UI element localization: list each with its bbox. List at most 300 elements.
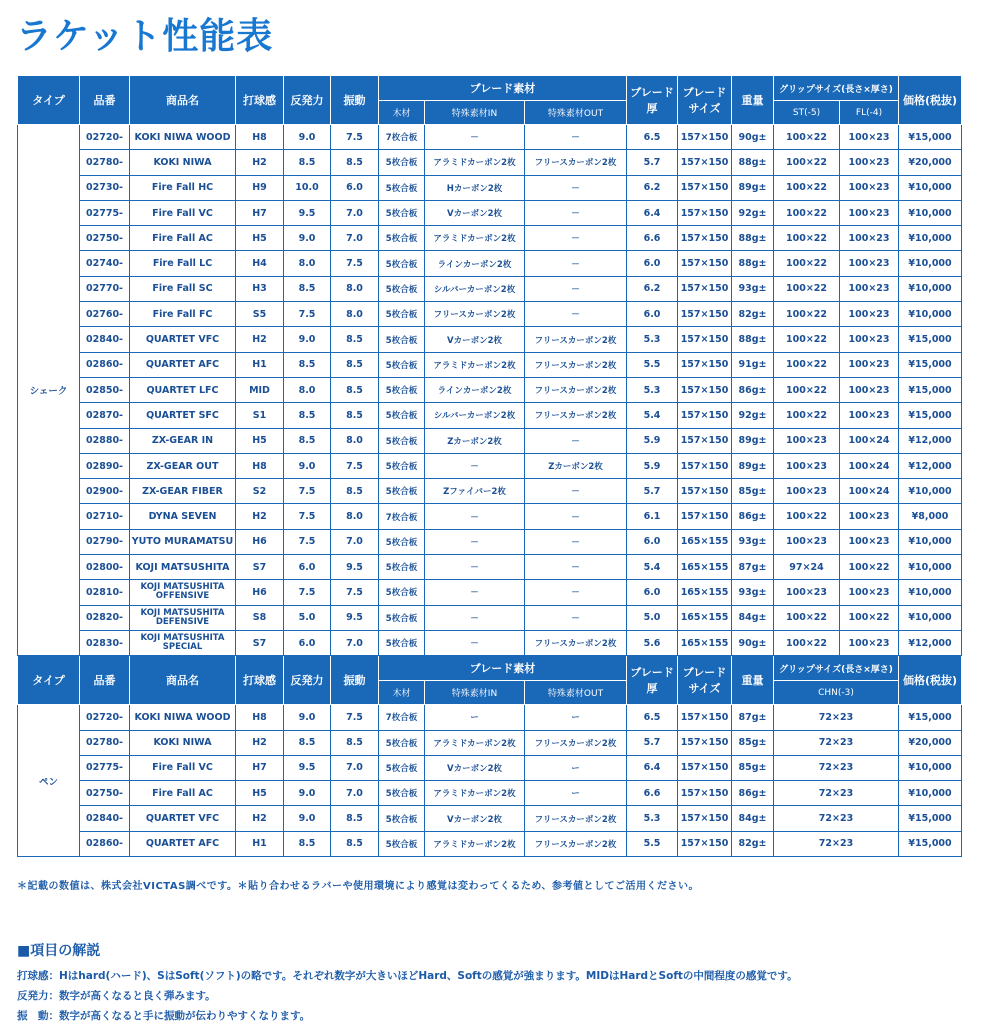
cell-grip-1: 100×22 <box>774 504 840 529</box>
cell-name: KOJI MATSUSHITA SPECIAL <box>130 630 236 655</box>
cell-blade-size: 165×155 <box>678 605 732 630</box>
cell-code: 02890- <box>80 453 130 478</box>
cell-thickness: 6.0 <box>627 580 678 605</box>
table-row <box>18 755 962 780</box>
cell-weight: 93g± <box>732 276 774 301</box>
cell-special-out: フリースカーボン2枚 <box>525 150 627 175</box>
cell-name: KOKI NIWA <box>130 150 236 175</box>
cell-weight: 85g± <box>732 730 774 755</box>
cell-blade-size: 157×150 <box>678 175 732 200</box>
cell-price: ¥15,000 <box>899 327 962 352</box>
cell-price: ¥10,000 <box>899 755 962 780</box>
cell-price: ¥10,000 <box>899 555 962 580</box>
cell-blade-size: 165×155 <box>678 580 732 605</box>
cell-wood: 7枚合板 <box>379 705 425 730</box>
header-rebound: 反発力 <box>284 656 331 705</box>
header-name: 商品名 <box>130 656 236 705</box>
cell-rebound: 9.0 <box>284 453 331 478</box>
cell-code: 02800- <box>80 555 130 580</box>
cell-vibration: 7.5 <box>331 125 379 150</box>
cell-thickness: 5.4 <box>627 403 678 428</box>
cell-vibration: 8.5 <box>331 479 379 504</box>
cell-price: ¥15,000 <box>899 705 962 730</box>
cell-code: 02780- <box>80 150 130 175</box>
cell-blade-size: 157×150 <box>678 352 732 377</box>
cell-grip-1: 100×23 <box>774 428 840 453</box>
explanation-desc: ：Hはhard(ハード)、SはSoft(ソフト)の略です。それぞれ数字が大きいほどHard、Softの感覚が強まります。MIDはHardとSoftの中間程度の感覚です。 <box>48 970 798 982</box>
cell-feel: H6 <box>236 529 284 554</box>
cell-feel: H8 <box>236 453 284 478</box>
table-row <box>18 226 962 251</box>
header-feel: 打球感 <box>236 76 284 125</box>
cell-weight: 86g± <box>732 504 774 529</box>
cell-feel: S7 <box>236 555 284 580</box>
cell-thickness: 5.9 <box>627 453 678 478</box>
cell-wood: 5枚合板 <box>379 806 425 831</box>
explanation-item <box>17 1006 798 1026</box>
cell-special-in: ラインカーボン2枚 <box>425 251 525 276</box>
cell-special-in: ラインカーボン2枚 <box>425 377 525 402</box>
cell-price: ¥15,000 <box>899 806 962 831</box>
cell-blade-size: 157×150 <box>678 806 732 831</box>
cell-thickness: 5.4 <box>627 555 678 580</box>
cell-feel: H7 <box>236 755 284 780</box>
cell-special-in: － <box>425 529 525 554</box>
cell-price: ¥10,000 <box>899 175 962 200</box>
cell-weight: 86g± <box>732 377 774 402</box>
cell-thickness: 6.5 <box>627 125 678 150</box>
footnote: ＊記載の数値は、株式会社VICTAS調べです。＊貼り合わせるラバーや使用環境により感覚は変わってくるため、参考値としてご活用ください。 <box>17 881 699 892</box>
cell-vibration: 8.5 <box>331 403 379 428</box>
cell-special-out: フリースカーボン2枚 <box>525 831 627 856</box>
table-row <box>18 806 962 831</box>
cell-blade-size: 157×150 <box>678 403 732 428</box>
cell-price: ¥8,000 <box>899 504 962 529</box>
cell-grip-1: 100×22 <box>774 276 840 301</box>
cell-code: 02840- <box>80 806 130 831</box>
cell-code: 02760- <box>80 302 130 327</box>
cell-weight: 88g± <box>732 150 774 175</box>
cell-name: QUARTET SFC <box>130 403 236 428</box>
cell-vibration: 7.5 <box>331 705 379 730</box>
cell-code: 02860- <box>80 831 130 856</box>
cell-blade-size: 157×150 <box>678 276 732 301</box>
cell-rebound: 7.5 <box>284 479 331 504</box>
cell-grip-1: 100×22 <box>774 226 840 251</box>
cell-feel: MID <box>236 377 284 402</box>
cell-grip-2: 100×24 <box>840 428 899 453</box>
cell-special-out: － <box>525 479 627 504</box>
header-grip-fl: FL(-4) <box>840 101 899 125</box>
explanation-desc: ：数字が高くなると手に振動が伝わりやすくなります。 <box>48 1010 311 1022</box>
cell-weight: 89g± <box>732 175 774 200</box>
cell-vibration: 8.5 <box>331 352 379 377</box>
cell-grip-2: 100×23 <box>840 276 899 301</box>
cell-thickness: 6.6 <box>627 226 678 251</box>
cell-name: Fire Fall HC <box>130 175 236 200</box>
cell-special-out: － <box>525 529 627 554</box>
cell-special-in: アラミドカーボン2枚 <box>425 226 525 251</box>
cell-grip-1: 100×22 <box>774 352 840 377</box>
cell-blade-size: 157×150 <box>678 251 732 276</box>
cell-blade-size: 157×150 <box>678 200 732 225</box>
cell-feel: S7 <box>236 630 284 655</box>
explanation-term: 反発力 <box>17 990 49 1002</box>
cell-grip-2: 100×23 <box>840 226 899 251</box>
cell-name: Fire Fall AC <box>130 781 236 806</box>
cell-feel: H7 <box>236 200 284 225</box>
cell-special-out: ー <box>525 705 627 730</box>
table-row <box>18 175 962 200</box>
header-wood: 木材 <box>379 101 425 125</box>
table-row <box>18 302 962 327</box>
cell-price: ¥10,000 <box>899 200 962 225</box>
cell-grip-chn: 72×23 <box>774 781 899 806</box>
cell-blade-size: 157×150 <box>678 125 732 150</box>
cell-grip-2: 100×23 <box>840 327 899 352</box>
cell-blade-size: 157×150 <box>678 705 732 730</box>
cell-rebound: 8.5 <box>284 403 331 428</box>
table-row <box>18 504 962 529</box>
cell-grip-1: 100×23 <box>774 580 840 605</box>
cell-vibration: 7.0 <box>331 226 379 251</box>
cell-vibration: 8.0 <box>331 276 379 301</box>
explanation-item <box>17 966 798 986</box>
cell-wood: 7枚合板 <box>379 504 425 529</box>
cell-grip-1: 100×23 <box>774 479 840 504</box>
pen-header <box>18 656 962 705</box>
cell-special-out: － <box>525 605 627 630</box>
cell-grip-2: 100×23 <box>840 352 899 377</box>
cell-thickness: 5.7 <box>627 479 678 504</box>
cell-code: 02710- <box>80 504 130 529</box>
cell-feel: H9 <box>236 175 284 200</box>
header-grip-chn: CHN(-3) <box>774 681 899 705</box>
header-code: 品番 <box>80 76 130 125</box>
cell-wood: 5枚合板 <box>379 175 425 200</box>
cell-weight: 93g± <box>732 580 774 605</box>
table-row <box>18 630 962 655</box>
cell-weight: 82g± <box>732 831 774 856</box>
cell-rebound: 6.0 <box>284 555 331 580</box>
cell-feel: H5 <box>236 226 284 251</box>
cell-blade-size: 157×150 <box>678 302 732 327</box>
cell-grip-2: 100×23 <box>840 125 899 150</box>
cell-grip-2: 100×23 <box>840 630 899 655</box>
cell-vibration: 7.0 <box>331 630 379 655</box>
explanation-list <box>17 966 798 1026</box>
cell-blade-size: 157×150 <box>678 150 732 175</box>
cell-vibration: 8.5 <box>331 377 379 402</box>
table-row <box>18 200 962 225</box>
cell-weight: 82g± <box>732 302 774 327</box>
cell-blade-size: 157×150 <box>678 377 732 402</box>
cell-special-in: － <box>425 555 525 580</box>
cell-rebound: 8.5 <box>284 276 331 301</box>
cell-rebound: 8.5 <box>284 352 331 377</box>
cell-grip-1: 100×23 <box>774 529 840 554</box>
cell-price: ¥10,000 <box>899 479 962 504</box>
cell-special-out: フリースカーボン2枚 <box>525 352 627 377</box>
cell-weight: 93g± <box>732 529 774 554</box>
cell-price: ¥12,000 <box>899 428 962 453</box>
cell-price: ¥15,000 <box>899 125 962 150</box>
table-row <box>18 352 962 377</box>
header-grip-size: グリップサイズ(長さ×厚さ) <box>774 656 899 681</box>
cell-grip-1: 100×22 <box>774 125 840 150</box>
cell-special-in: － <box>425 125 525 150</box>
header-special-out: 特殊素材OUT <box>525 101 627 125</box>
cell-code: 02720- <box>80 125 130 150</box>
cell-name: YUTO MURAMATSU <box>130 529 236 554</box>
header-vibration: 振動 <box>331 656 379 705</box>
cell-price: ¥10,000 <box>899 781 962 806</box>
cell-code: 02730- <box>80 175 130 200</box>
cell-name: QUARTET AFC <box>130 831 236 856</box>
cell-special-out: － <box>525 226 627 251</box>
table-row <box>18 529 962 554</box>
cell-name: QUARTET VFC <box>130 806 236 831</box>
cell-rebound: 8.5 <box>284 150 331 175</box>
cell-grip-chn: 72×23 <box>774 755 899 780</box>
cell-rebound: 10.0 <box>284 175 331 200</box>
cell-grip-1: 100×22 <box>774 630 840 655</box>
cell-vibration: 7.0 <box>331 755 379 780</box>
table-row <box>18 150 962 175</box>
cell-special-out: ー <box>525 755 627 780</box>
cell-wood: 5枚合板 <box>379 377 425 402</box>
cell-price: ¥20,000 <box>899 730 962 755</box>
cell-wood: 5枚合板 <box>379 529 425 554</box>
cell-vibration: 8.5 <box>331 806 379 831</box>
cell-grip-2: 100×23 <box>840 580 899 605</box>
cell-wood: 5枚合板 <box>379 781 425 806</box>
cell-price: ¥10,000 <box>899 226 962 251</box>
cell-vibration: 8.0 <box>331 302 379 327</box>
cell-weight: 89g± <box>732 453 774 478</box>
cell-feel: H2 <box>236 327 284 352</box>
cell-special-out: － <box>525 580 627 605</box>
cell-grip-2: 100×23 <box>840 175 899 200</box>
cell-feel: H3 <box>236 276 284 301</box>
cell-grip-1: 100×22 <box>774 302 840 327</box>
cell-feel: H8 <box>236 125 284 150</box>
table-row <box>18 251 962 276</box>
cell-blade-size: 157×150 <box>678 327 732 352</box>
cell-price: ¥15,000 <box>899 352 962 377</box>
cell-feel: H2 <box>236 504 284 529</box>
type-label: シェーク <box>18 125 80 656</box>
cell-special-in: アラミドカーボン2枚 <box>425 831 525 856</box>
cell-grip-1: 100×22 <box>774 200 840 225</box>
cell-price: ¥10,000 <box>899 580 962 605</box>
cell-grip-2: 100×23 <box>840 403 899 428</box>
cell-rebound: 9.0 <box>284 781 331 806</box>
cell-thickness: 5.3 <box>627 377 678 402</box>
cell-feel: H5 <box>236 781 284 806</box>
cell-name: ZX-GEAR IN <box>130 428 236 453</box>
cell-rebound: 9.5 <box>284 200 331 225</box>
cell-vibration: 8.5 <box>331 150 379 175</box>
cell-name: KOJI MATSUSHITA DEFENSIVE <box>130 605 236 630</box>
cell-code: 02860- <box>80 352 130 377</box>
cell-code: 02750- <box>80 226 130 251</box>
explanation-term: 打球感 <box>17 970 49 982</box>
cell-wood: 5枚合板 <box>379 226 425 251</box>
table-row <box>18 428 962 453</box>
cell-code: 02840- <box>80 327 130 352</box>
cell-thickness: 5.6 <box>627 630 678 655</box>
cell-rebound: 9.0 <box>284 226 331 251</box>
cell-special-in: Vカーボン2枚 <box>425 806 525 831</box>
table-row <box>18 276 962 301</box>
cell-special-out: フリースカーボン2枚 <box>525 806 627 831</box>
cell-special-in: － <box>425 580 525 605</box>
cell-wood: 5枚合板 <box>379 605 425 630</box>
cell-weight: 85g± <box>732 755 774 780</box>
explanation-heading: ■項目の解説 <box>17 943 101 959</box>
cell-grip-1: 97×24 <box>774 555 840 580</box>
cell-thickness: 6.0 <box>627 302 678 327</box>
table-row <box>18 730 962 755</box>
cell-grip-2: 100×22 <box>840 555 899 580</box>
cell-price: ¥10,000 <box>899 302 962 327</box>
cell-name: KOKI NIWA WOOD <box>130 705 236 730</box>
cell-rebound: 8.5 <box>284 428 331 453</box>
cell-special-in: Zカーボン2枚 <box>425 428 525 453</box>
cell-special-out: － <box>525 251 627 276</box>
cell-special-out: フリースカーボン2枚 <box>525 327 627 352</box>
cell-special-out: フリースカーボン2枚 <box>525 377 627 402</box>
type-label: ペン <box>18 705 80 857</box>
cell-grip-2: 100×24 <box>840 479 899 504</box>
cell-special-out: － <box>525 428 627 453</box>
cell-feel: H6 <box>236 580 284 605</box>
cell-code: 02790- <box>80 529 130 554</box>
cell-grip-2: 100×23 <box>840 302 899 327</box>
cell-wood: 5枚合板 <box>379 428 425 453</box>
cell-special-out: ー <box>525 781 627 806</box>
cell-name: KOKI NIWA WOOD <box>130 125 236 150</box>
cell-feel: S8 <box>236 605 284 630</box>
cell-weight: 84g± <box>732 806 774 831</box>
cell-special-out: フリースカーボン2枚 <box>525 730 627 755</box>
cell-wood: 5枚合板 <box>379 302 425 327</box>
cell-name: KOJI MATSUSHITA <box>130 555 236 580</box>
cell-blade-size: 157×150 <box>678 755 732 780</box>
cell-thickness: 6.6 <box>627 781 678 806</box>
cell-special-in: － <box>425 630 525 655</box>
shake-header <box>18 76 962 125</box>
cell-price: ¥10,000 <box>899 276 962 301</box>
cell-weight: 90g± <box>732 630 774 655</box>
cell-name: Fire Fall VC <box>130 200 236 225</box>
explanation-desc: ：数字が高くなると良く弾みます。 <box>48 990 216 1002</box>
cell-wood: 5枚合板 <box>379 327 425 352</box>
cell-vibration: 9.5 <box>331 555 379 580</box>
explanation-term: 振 動 <box>17 1010 49 1022</box>
header-blade-thickness: ブレード厚 <box>627 76 678 125</box>
cell-feel: H2 <box>236 150 284 175</box>
cell-wood: 5枚合板 <box>379 403 425 428</box>
cell-weight: 91g± <box>732 352 774 377</box>
cell-blade-size: 165×155 <box>678 529 732 554</box>
cell-vibration: 7.0 <box>331 529 379 554</box>
cell-vibration: 7.0 <box>331 200 379 225</box>
cell-thickness: 5.3 <box>627 327 678 352</box>
cell-weight: 89g± <box>732 428 774 453</box>
cell-name: QUARTET VFC <box>130 327 236 352</box>
cell-price: ¥10,000 <box>899 529 962 554</box>
header-price: 価格(税抜) <box>899 656 962 705</box>
cell-grip-2: 100×23 <box>840 504 899 529</box>
header-price: 価格(税抜) <box>899 76 962 125</box>
header-name: 商品名 <box>130 76 236 125</box>
cell-special-in: Vカーボン2枚 <box>425 755 525 780</box>
header-blade-material: ブレード素材 <box>379 76 627 101</box>
header-grip-size: グリップサイズ(長さ×厚さ) <box>774 76 899 101</box>
cell-weight: 87g± <box>732 555 774 580</box>
cell-special-in: アラミドカーボン2枚 <box>425 352 525 377</box>
header-blade-size: ブレードサイズ <box>678 656 732 705</box>
cell-rebound: 8.5 <box>284 730 331 755</box>
cell-blade-size: 157×150 <box>678 479 732 504</box>
cell-special-in: － <box>425 605 525 630</box>
cell-vibration: 8.0 <box>331 428 379 453</box>
cell-thickness: 6.2 <box>627 175 678 200</box>
explanation-item <box>17 986 798 1006</box>
cell-weight: 88g± <box>732 226 774 251</box>
cell-thickness: 5.3 <box>627 806 678 831</box>
cell-rebound: 9.0 <box>284 705 331 730</box>
cell-thickness: 5.9 <box>627 428 678 453</box>
table-row <box>18 453 962 478</box>
cell-price: ¥15,000 <box>899 831 962 856</box>
cell-weight: 88g± <box>732 251 774 276</box>
cell-grip-1: 100×23 <box>774 453 840 478</box>
cell-blade-size: 157×150 <box>678 730 732 755</box>
cell-rebound: 9.0 <box>284 327 331 352</box>
cell-grip-1: 100×22 <box>774 251 840 276</box>
cell-rebound: 8.5 <box>284 831 331 856</box>
header-special-out: 特殊素材OUT <box>525 681 627 705</box>
header-blade-size: ブレードサイズ <box>678 76 732 125</box>
cell-wood: 5枚合板 <box>379 200 425 225</box>
cell-name: Fire Fall AC <box>130 226 236 251</box>
cell-rebound: 7.5 <box>284 580 331 605</box>
table-row <box>18 125 962 150</box>
cell-code: 02850- <box>80 377 130 402</box>
cell-rebound: 9.0 <box>284 806 331 831</box>
cell-vibration: 8.5 <box>331 831 379 856</box>
cell-thickness: 6.4 <box>627 200 678 225</box>
table-row <box>18 327 962 352</box>
cell-vibration: 7.5 <box>331 580 379 605</box>
cell-wood: 5枚合板 <box>379 831 425 856</box>
cell-name: ZX-GEAR FIBER <box>130 479 236 504</box>
cell-vibration: 8.5 <box>331 730 379 755</box>
header-type: タイプ <box>18 656 80 705</box>
cell-rebound: 7.5 <box>284 529 331 554</box>
cell-grip-1: 100×22 <box>774 605 840 630</box>
cell-vibration: 8.0 <box>331 504 379 529</box>
cell-special-out: Zカーボン2枚 <box>525 453 627 478</box>
cell-grip-1: 100×22 <box>774 327 840 352</box>
cell-grip-1: 100×22 <box>774 403 840 428</box>
cell-blade-size: 165×155 <box>678 555 732 580</box>
cell-weight: 86g± <box>732 781 774 806</box>
cell-code: 02775- <box>80 200 130 225</box>
